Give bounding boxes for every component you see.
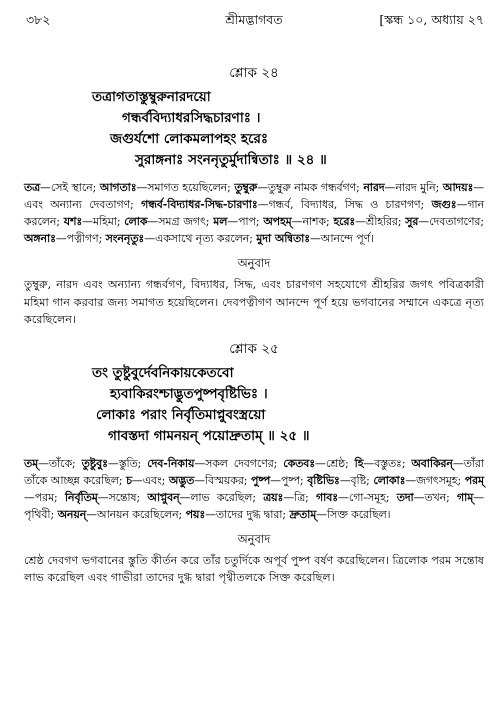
verse-25-synonyms: [24, 455, 484, 523]
verse-24-line-4: সুরাঙ্গনাঃ সংননৃতুর্মুদান্বিতাঃ ॥ ২৪ ॥: [135, 152, 327, 168]
translation-24-text: তুম্বুরু, নারদ এবং অন্যান্য গন্ধর্বগণ, বিদ্যাধর, সিদ্ধ, এবং চারণগণ সহযোগে শ্রীহরির জগৎ পবিত্রকারী মহিমা গান করবার জন্য সমাগত হয়েছিলেন। দেবপত্নীগণ আনন্দে পূর্ণ হয়ে ভগবানের সম্মানে একত্রে নৃত্য করেছিলেন।: [24, 278, 484, 326]
synonym-word: ত্রয়ঃ: [263, 490, 284, 504]
synonym-word: সংননৃতুঃ: [105, 232, 145, 245]
synonym-word: পুষ্প: [251, 473, 271, 487]
synonym-meaning: —সকল দেবগণের;: [194, 456, 284, 470]
synonym-word: অপহম্: [263, 215, 292, 228]
page: [24, 10, 484, 587]
synonym-meaning: —মহিমা;: [82, 215, 125, 228]
synonym-meaning: —দেবতাগণের;: [418, 215, 484, 228]
synonym-word: অবাকিরন্: [411, 456, 453, 470]
synonym-word: তুম্বুরু: [234, 181, 258, 194]
verse-24-line-1: তত্রাগতাস্তুম্বুরুনারদয়ো: [92, 89, 211, 105]
synonym-word: নির্বৃতিম্: [64, 490, 98, 504]
verse-25-line-4: গাবস্তদা গামনয়ন্ পয়োদ্রুতাম্ ॥ ২৫ ॥: [108, 427, 310, 444]
synonym-word: তদা: [396, 490, 414, 504]
translation-25-text: শ্রেষ্ঠ দেবগণ ভগবানের স্তুতি কীর্তন করে তাঁর চতুর্দিকে অপূর্ব পুষ্প বর্ষণ করেছিলেন। ত্রিলোক পরম সন্তোষ লাভ করেছিল এবং গাভীরা তাদের দুগ্ধ দ্বারা পৃথ্বীতলকে সিক্ত করেছিল।: [24, 553, 484, 584]
synonym-word: গাবঃ: [316, 490, 339, 504]
synonym-word: চ: [126, 473, 132, 487]
synonym-meaning: —শ্রেষ্ঠ;: [315, 456, 355, 470]
synonym-word: যশঃ: [63, 215, 83, 228]
synonym-word: পয়ঃ: [185, 507, 206, 521]
synonym-meaning: —গান করলেন;: [24, 198, 485, 228]
synonym-meaning: —সেই স্থানে;: [40, 181, 100, 194]
synonym-meaning: —বস্তুতঃ;: [363, 456, 412, 470]
synonym-word: মুদা অন্বিতাঃ: [256, 232, 310, 245]
synonym-meaning: —পত্নীগণ;: [55, 232, 106, 245]
verse-24-text: [24, 87, 484, 171]
synonym-meaning: —জগৎসমূহ;: [405, 473, 465, 487]
synonym-word: দেব-নিকায়: [147, 456, 195, 470]
synonym-word: অঙ্গনাঃ: [24, 232, 56, 245]
synonym-word: জগুঃ: [431, 198, 457, 211]
synonym-word: গাম্: [457, 490, 474, 504]
synonym-word: বৃষ্টিভিঃ: [307, 473, 340, 487]
synonym-word: হি: [354, 456, 364, 470]
synonym-word: তত্র: [24, 181, 41, 194]
synonym-meaning: —স্তুতি;: [107, 456, 148, 470]
verse-25-heading: শ্লোক ২৫: [229, 340, 279, 357]
synonym-meaning: —বৃষ্টি;: [339, 473, 374, 487]
verse-25-line-2: হ্যবাকিরংশ্চাদ্ভুতপুষ্পবৃষ্টিভিঃ ।: [110, 385, 268, 402]
synonym-meaning: —এবং অন্যান্য দেবতাগণ;: [24, 181, 484, 211]
synonym-word: অদ্ভুত: [168, 473, 195, 487]
synonym-meaning: —সমাগত হয়েছিলেন;: [136, 181, 235, 194]
synonym-meaning: —আনন্দে পূর্ণ।: [310, 232, 374, 245]
synonym-meaning: —তাঁকে;: [38, 456, 82, 470]
synonym-meaning: —গন্ধর্ব, বিদ্যাধর, সিদ্ধ ও চারণগণ;: [257, 198, 432, 211]
synonym-meaning: —গো-সমূহ;: [338, 490, 397, 504]
synonym-meaning: —তাদের দুগ্ধ দ্বারা;: [205, 507, 290, 521]
chapter-reference: [স্কন্ধ ১০, অধ্যায় ২৭: [379, 12, 484, 27]
synonym-meaning: —বিস্ময়কর;: [194, 473, 252, 487]
synonym-word: আপ্নুবন্: [147, 490, 180, 504]
page-header: [24, 10, 484, 32]
synonym-word: আদয়ঃ: [442, 181, 474, 194]
synonym-meaning: —নারদ মুনি;: [384, 181, 443, 194]
synonym-meaning: —তখন;: [413, 490, 457, 504]
synonym-word: নারদ: [363, 181, 385, 194]
synonym-meaning: —সমগ্র জগৎ;: [147, 215, 214, 228]
verse-25-line-1: তং তুষ্টুবুর্দেবনিকায়কেতবো: [92, 364, 234, 381]
verse-25-text: [24, 363, 484, 447]
synonym-meaning: —পরম;: [24, 490, 65, 504]
verse-25-line-3: লোকাঃ পরাং নির্বৃতিমাপ্নুবংস্ত্রয়ো: [96, 406, 266, 423]
synonym-meaning: —পুষ্প;: [270, 473, 308, 487]
synonym-word: গন্ধর্ব-বিদ্যাধর-সিদ্ধ-চারণাঃ: [141, 198, 258, 211]
synonym-meaning: —সন্তোষ;: [97, 490, 148, 504]
synonym-meaning: —শ্রীহরির;: [355, 215, 406, 228]
synonym-meaning: —পাপ;: [227, 215, 264, 228]
synonym-word: কেতবঃ: [283, 456, 316, 470]
synonym-word: হরেঃ: [333, 215, 356, 228]
synonym-word: তম্: [24, 456, 39, 470]
synonym-meaning: —তাঁরা তাঁকে আচ্ছন্ন করেছিল;: [24, 456, 484, 487]
translation-25-heading: অনুবাদ: [237, 531, 271, 546]
synonym-meaning: —আনয়ন করেছিলেন;: [86, 507, 186, 521]
synonym-meaning: —নাশক;: [291, 215, 334, 228]
translation-24-heading: অনুবাদ: [237, 256, 271, 270]
synonym-word: সুর: [405, 215, 419, 228]
synonym-meaning: —এবং;: [131, 473, 169, 487]
verse-24-synonyms: [24, 179, 484, 247]
verse-24-heading: শ্লোক ২৪: [229, 65, 279, 81]
book-title: শ্রীমদ্ভাগবত: [225, 12, 283, 27]
verse-24-line-2: গন্ধর্ববিদ্যাধরসিদ্ধচারণাঃ ।: [122, 110, 261, 126]
synonym-word: লোকাঃ: [373, 473, 406, 487]
page-number: ৩৮২: [26, 12, 51, 27]
synonym-meaning: —একসাথে নৃত্য করলেন;: [144, 232, 257, 245]
synonym-word: পরম্: [464, 473, 484, 487]
synonym-word: আগতাঃ: [99, 181, 137, 194]
synonym-meaning: —ত্রি;: [283, 490, 317, 504]
synonym-meaning: —তুম্বুরু নামক গন্ধর্বগণ;: [257, 181, 364, 194]
synonym-word: তুষ্টুবুঃ: [81, 456, 108, 470]
synonym-word: লোক: [124, 215, 148, 228]
synonym-word: অনয়ন্: [57, 507, 87, 521]
synonym-word: দ্রুতাম্: [289, 507, 317, 521]
synonym-meaning: —পৃথিবী;: [24, 490, 484, 521]
verse-24-line-3: জগুর্যশো লোকমলাপহং হরেঃ: [110, 131, 269, 147]
synonym-word: মল: [213, 215, 228, 228]
synonym-meaning: —লাভ করেছিল;: [179, 490, 264, 504]
synonym-meaning: —সিক্ত করেছিল।: [316, 507, 391, 521]
